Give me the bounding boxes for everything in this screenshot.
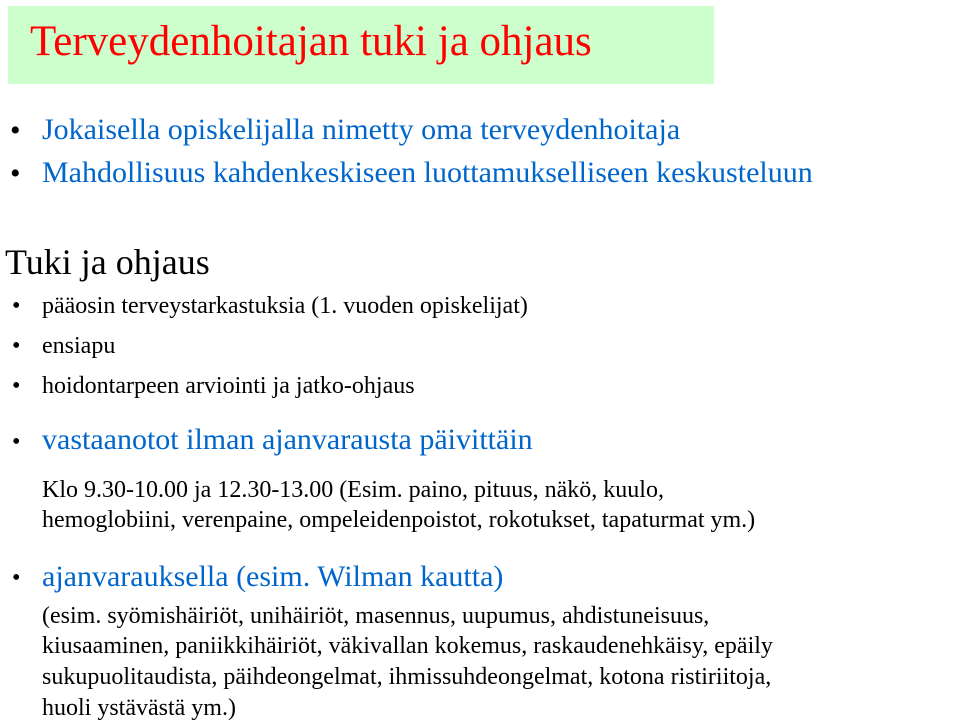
appointment-label: ajanvarauksella (esim. Wilman kautta) [42,560,504,593]
intro-item-private-talk: Mahdollisuus kahdenkeskiseen luottamukselliseen keskusteluun [42,156,813,189]
bullet-icon: • [12,333,21,359]
section-heading: Tuki ja ohjaus [5,242,210,282]
appointment-detail-line-4: huoli ystävästä ym.) [42,695,236,721]
walk-in-detail-line-1: Klo 9.30-10.00 ja 12.30-13.00 (Esim. paino, pituus, näkö, kuulo, [42,477,664,503]
intro-item-own-nurse: Jokaisella opiskelijalla nimetty oma terveydenhoitaja [42,113,681,146]
support-item-assessment: hoidontarpeen arviointi ja jatko-ohjaus [42,373,415,399]
appointment-detail-line-3: sukupuolitaudista, päihdeongelmat, ihmissuhdeongelmat, kotona ristiriitoja, [42,664,772,690]
page-title: Terveydenhoitajan tuki ja ohjaus [30,18,592,65]
bullet-icon: • [12,373,21,399]
bullet-icon: • [10,114,21,147]
appointment-detail-line-2: kiusaaminen, paniikkihäiriöt, väkivallan kokemus, raskaudenehkäisy, epäily [42,633,773,659]
walk-in-detail-line-2: hemoglobiini, verenpaine, ompeleidenpoistot, rokotukset, tapaturmat ym.) [42,507,756,533]
bullet-icon: • [10,157,21,190]
bullet-icon: • [12,293,21,319]
support-item-health-checks: pääosin terveystarkastuksia (1. vuoden opiskelijat) [42,293,528,319]
appointment-detail-line-1: (esim. syömishäiriöt, unihäiriöt, masennus, uupumus, ahdistuneisuus, [42,603,710,629]
support-item-first-aid: ensiapu [42,333,116,359]
walk-in-label: vastaanotot ilman ajanvarausta päivittäin [42,423,533,456]
bullet-icon: • [12,565,21,591]
bullet-icon: • [12,429,21,455]
title-banner [8,6,714,84]
